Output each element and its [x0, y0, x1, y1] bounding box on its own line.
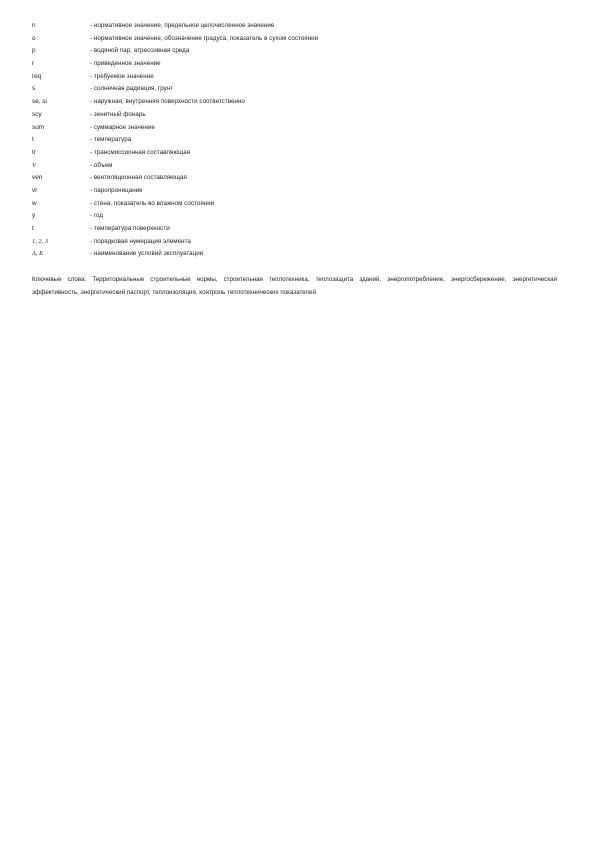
symbol-description: - приведенное значение: [90, 60, 161, 68]
symbol-description: - порядковая нумерация элемента: [90, 237, 191, 245]
keywords-label: Ключевые слова:: [32, 276, 87, 283]
symbol-term: s: [32, 85, 36, 93]
symbol-row: [32, 198, 552, 211]
symbol-row: [32, 185, 552, 198]
symbol-row: [32, 96, 552, 109]
symbol-description: - солнечная радиация, грунт: [90, 85, 174, 93]
symbol-description: - температура поверхности: [90, 225, 170, 232]
symbol-row: [32, 122, 552, 135]
symbol-term: w: [32, 199, 37, 207]
symbol-term: p: [32, 47, 36, 55]
symbol-term: r: [32, 60, 35, 68]
symbol-description: - вентиляционная составляющая: [90, 174, 187, 182]
symbol-term: y: [32, 212, 36, 220]
keywords-paragraph: [32, 273, 557, 299]
symbol-term: o: [32, 34, 36, 42]
keywords-text: Территориальные строительные нормы, строительная теплотехника, теплозащита зданий, энергопотребление, энергосбережение, энергетическая эффективность, энергетический паспорт, теплоизоляция, контроль теплотехнических показателей: [32, 276, 557, 296]
symbol-row: [32, 109, 552, 122]
symbol-list: [32, 20, 552, 261]
symbol-term: ven: [32, 174, 43, 182]
symbol-row: [32, 71, 552, 84]
symbol-term: req: [32, 72, 42, 80]
symbol-description: - зенитный фонарь: [90, 110, 146, 118]
symbol-description: - наружная, внутренняя поверхности соответственно: [90, 98, 245, 106]
symbol-term: n: [32, 22, 36, 29]
symbol-term: vr: [32, 186, 38, 194]
symbol-description: - наименование условий эксплуатации: [90, 250, 204, 258]
symbol-row: [32, 58, 552, 71]
symbol-description: - суммарное значение: [90, 123, 155, 131]
symbol-row: [32, 20, 552, 33]
symbol-term: А, Б: [32, 250, 43, 258]
symbol-row: [32, 160, 552, 173]
symbol-term: t: [32, 136, 34, 144]
symbol-row: [32, 236, 552, 249]
symbol-row: [32, 223, 552, 236]
symbol-row: [32, 33, 552, 46]
symbol-description: - стена, показатель во влажном состоянии: [90, 199, 215, 207]
symbol-row: [32, 147, 552, 160]
symbol-term: t: [32, 225, 34, 232]
symbol-row: [32, 172, 552, 185]
symbol-description: - требуемое значение: [90, 72, 154, 80]
symbol-term: 1, 2, 3: [32, 237, 48, 245]
symbol-description: - паропроницание: [90, 186, 143, 194]
symbol-description: - водяной пар, атрессивная среда: [90, 47, 190, 55]
symbol-description: - год: [90, 212, 104, 220]
symbol-row: [32, 248, 552, 261]
symbol-description: - нормативное значение, предельное целочисленное значение: [90, 22, 275, 29]
symbol-term: tr: [32, 148, 36, 156]
symbol-term: se, si: [32, 98, 47, 106]
symbol-description: - нормативное значение, обозначение градуса, показатель в сухом состоянии: [90, 34, 319, 42]
symbol-description: - объем: [90, 161, 113, 169]
symbol-term: V: [32, 161, 36, 169]
symbol-row: [32, 134, 552, 147]
symbol-term: scy: [32, 110, 42, 118]
symbol-description: - трансмиссионная составляющая: [90, 148, 191, 156]
symbol-description: - температура: [90, 136, 132, 144]
symbol-row: [32, 83, 552, 96]
symbol-row: [32, 45, 552, 58]
symbol-row: [32, 210, 552, 223]
symbol-term: sum: [32, 123, 45, 131]
